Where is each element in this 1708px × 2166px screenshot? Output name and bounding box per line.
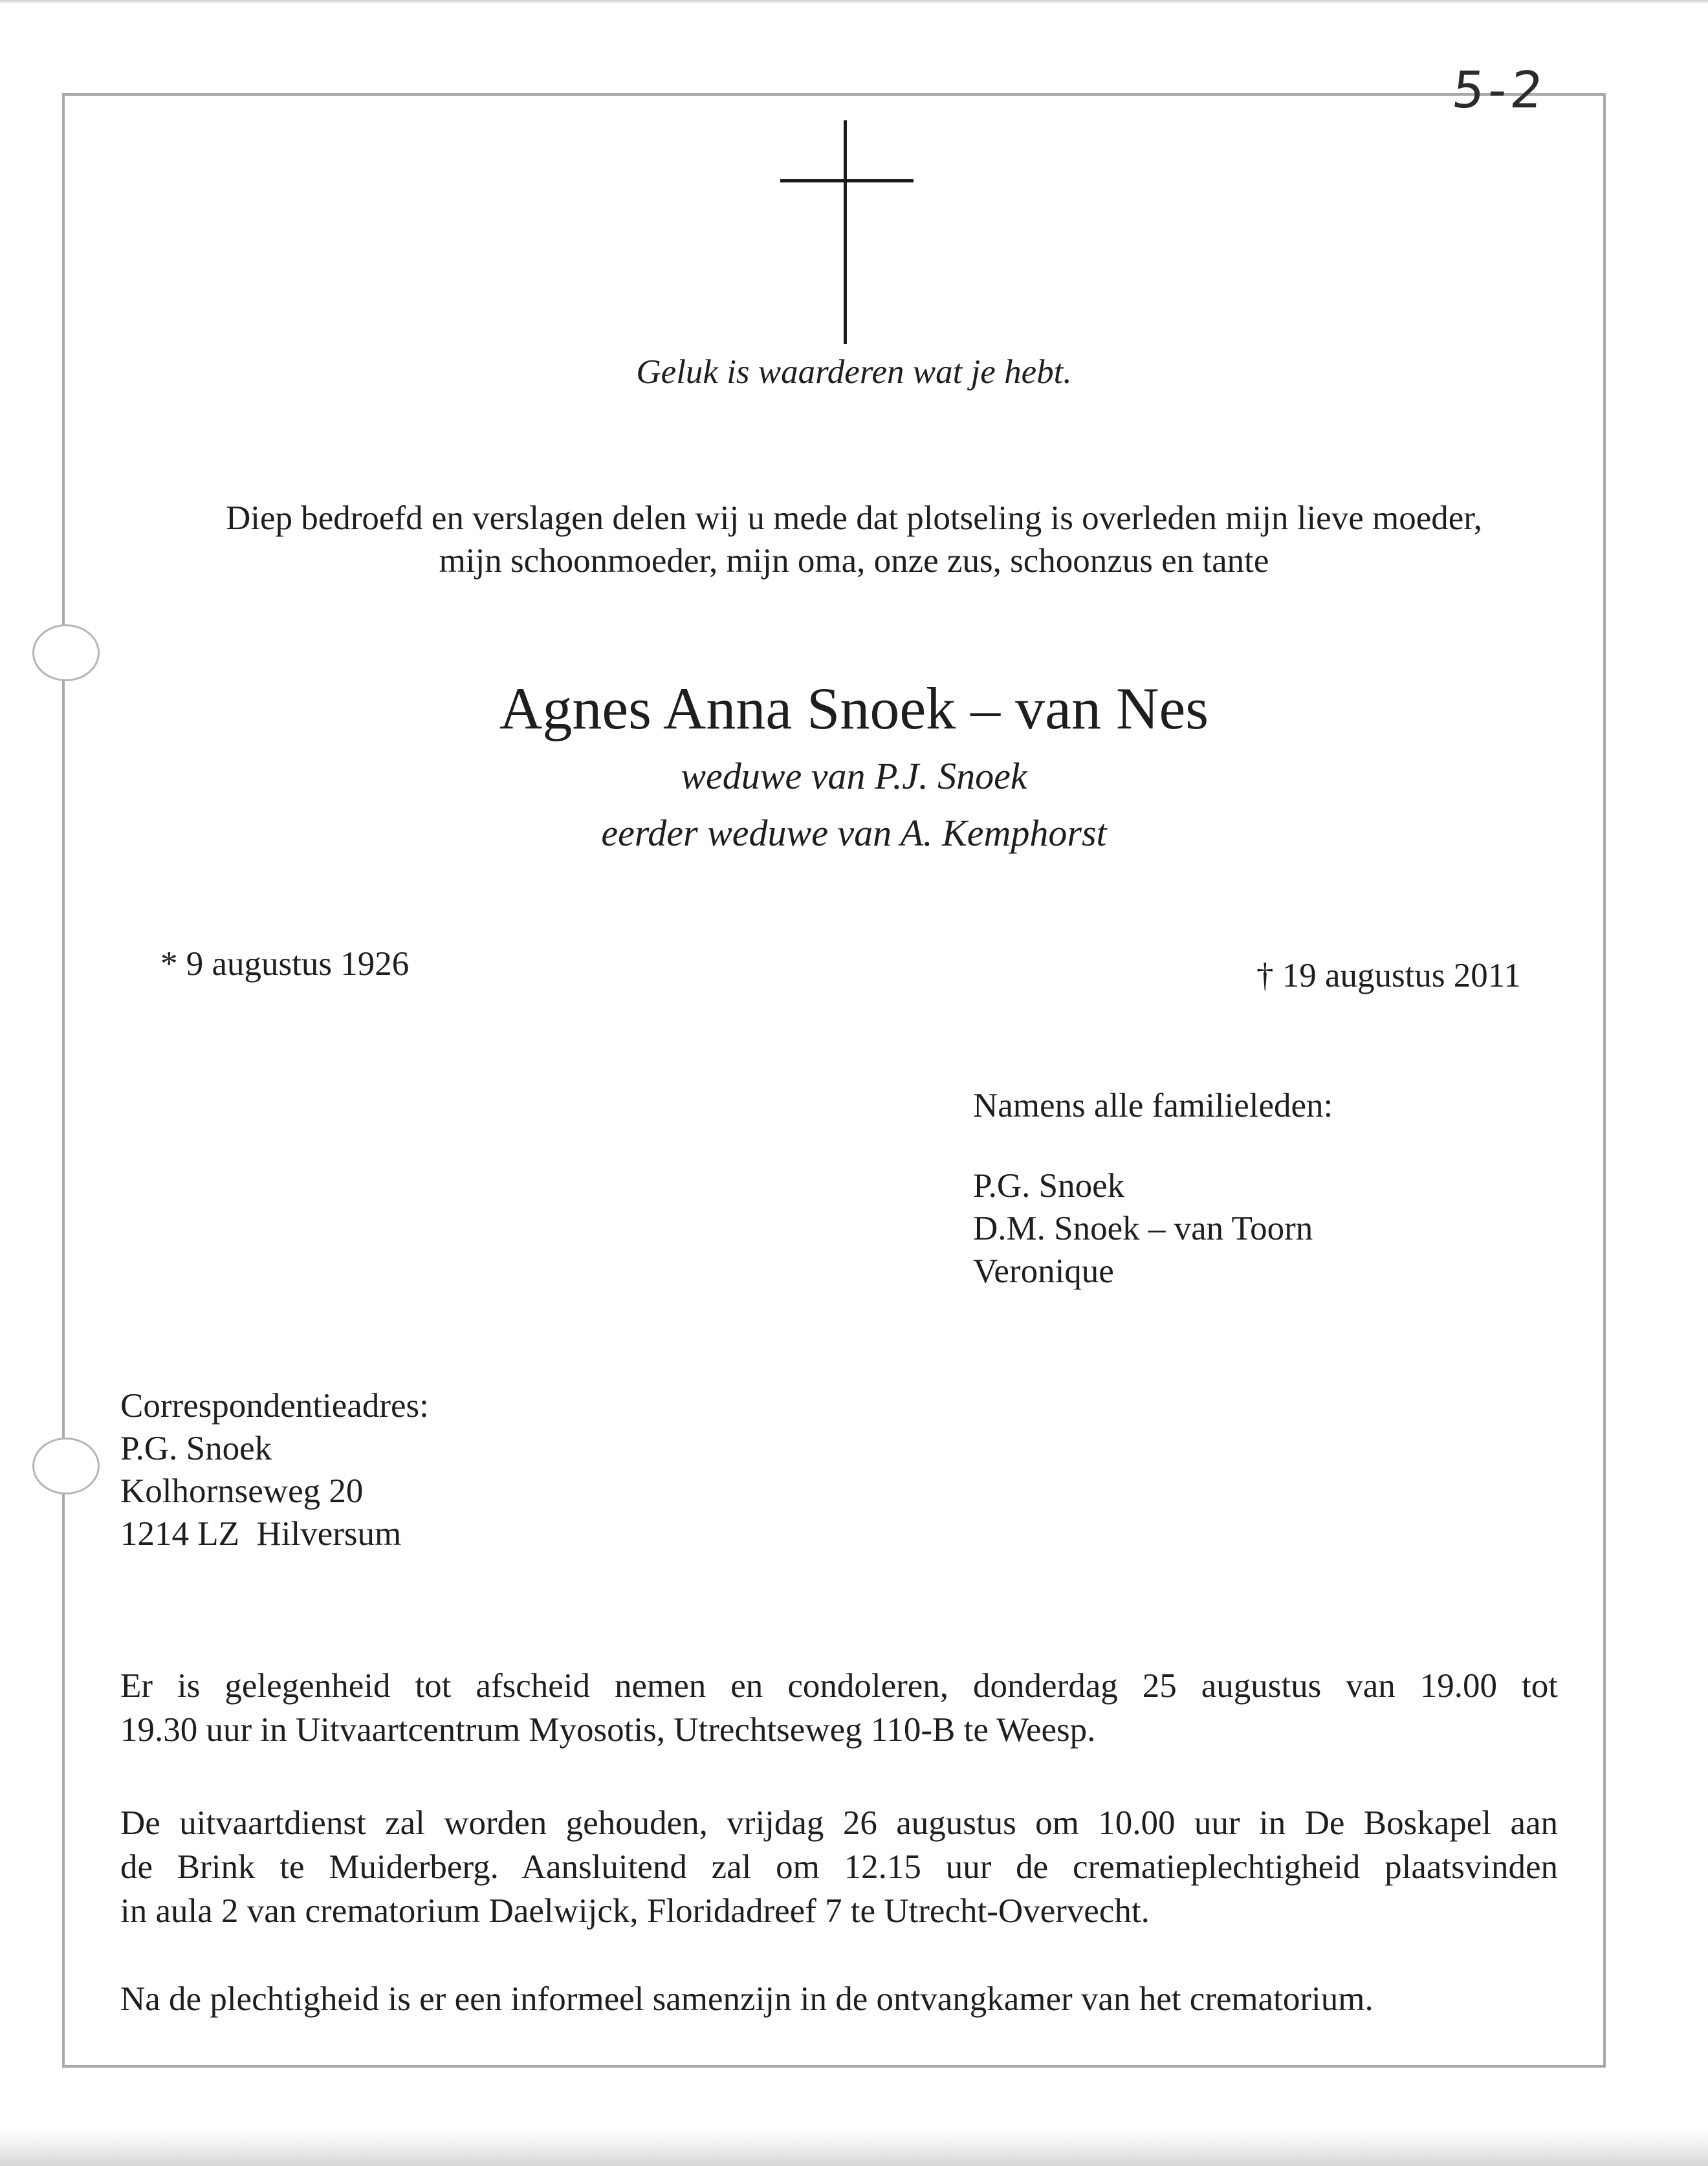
handwritten-annotation: 5-2 [1449, 61, 1550, 120]
previous-widow-of-line: eerder weduwe van A. Kemphorst [601, 812, 1107, 854]
correspondence-address [120, 1384, 429, 1555]
paragraph-line: 19.30 uur in Uitvaartcentrum Myosotis, Utrechtseweg 110-B te Weesp. [120, 1711, 1096, 1749]
announcement-text [129, 497, 1579, 582]
paragraph-line: in aula 2 van crematorium Daelwijck, Floridadreef 7 te Utrecht-Overvecht. [120, 1892, 1150, 1930]
address-city: 1214 LZ Hilversum [120, 1515, 402, 1553]
scan-edge-top [0, 0, 1708, 4]
farewell-paragraph [120, 1664, 1558, 1752]
cross-horizontal-bar [780, 179, 914, 182]
paragraph-line: Na de plechtigheid is er een informeel samenzijn in de ontvangkamer van het crematorium. [120, 1980, 1374, 2018]
punch-hole-bottom [32, 1438, 100, 1494]
widow-of-line: weduwe van P.J. Snoek [681, 755, 1027, 797]
deceased-name: Agnes Anna Snoek – van Nes [499, 675, 1209, 741]
family-member: D.M. Snoek – van Toorn [973, 1210, 1313, 1247]
address-name: P.G. Snoek [120, 1430, 272, 1467]
address-street: Kolhornseweg 20 [120, 1472, 364, 1510]
announcement-line: mijn schoonmoeder, mijn oma, onze zus, schoonzus en tante [439, 542, 1269, 580]
family-member: Veronique [973, 1253, 1114, 1290]
family-member: P.G. Snoek [973, 1167, 1125, 1205]
death-date: † 19 augustus 2011 [1256, 957, 1521, 994]
paragraph-line: Er is gelegenheid tot afscheid nemen en condoleren, donderdag 25 augustus van 19.00 tot [120, 1667, 1558, 1705]
paragraph-line: de Brink te Muiderberg. Aansluitend zal om 12.15 uur de crematieplechtigheid plaatsvinden [120, 1848, 1558, 1886]
cross-vertical-bar [844, 120, 847, 344]
family-heading: Namens alle familieleden: [973, 1087, 1333, 1124]
announcement-line: Diep bedroefd en verslagen delen wij u mede dat plotseling is overleden mijn lieve moeder, [225, 499, 1483, 537]
scan-edge-bottom [0, 2128, 1708, 2166]
gathering-paragraph [120, 1977, 1558, 2021]
service-paragraph [120, 1801, 1558, 1933]
family-block [973, 1084, 1333, 1293]
address-heading: Correspondentieadres: [120, 1387, 429, 1425]
birth-date: * 9 augustus 1926 [160, 945, 410, 983]
paragraph-line: De uitvaartdienst zal worden gehouden, vrijdag 26 augustus om 10.00 uur in De Boskapel aan [120, 1804, 1558, 1842]
motto: Geluk is waarderen wat je hebt. [636, 353, 1072, 391]
